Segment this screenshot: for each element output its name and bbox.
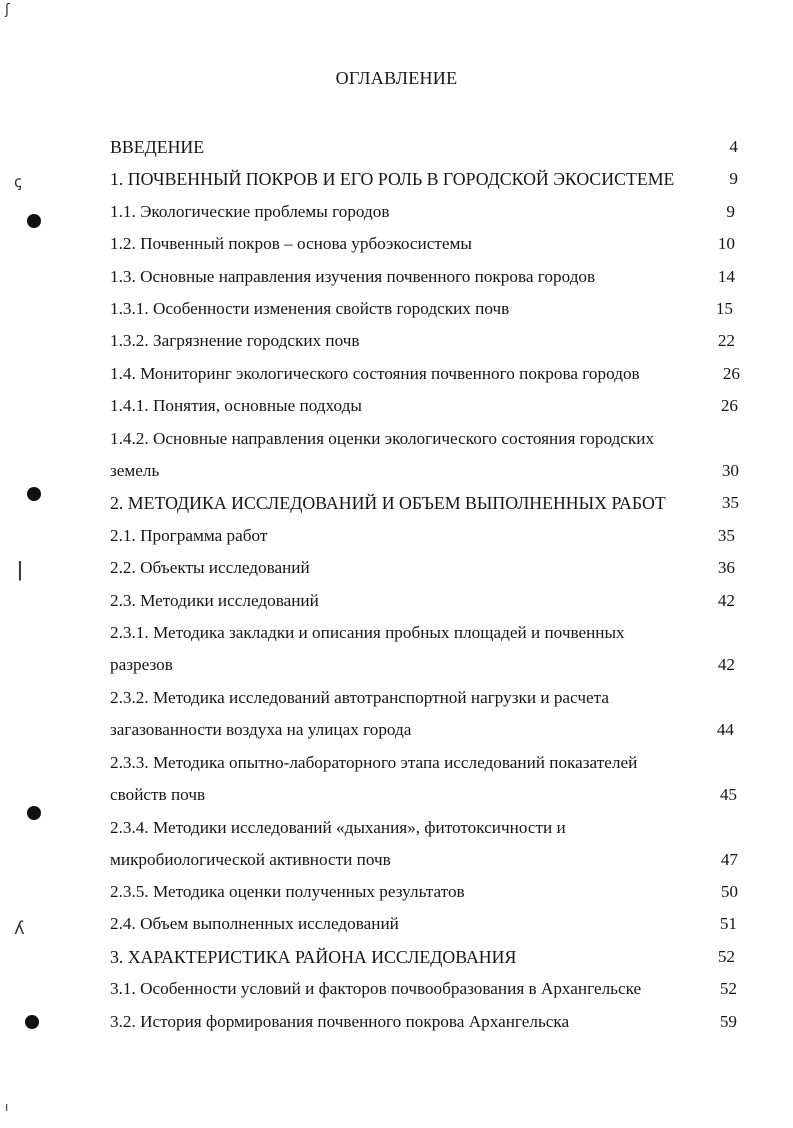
scan-speck-mark: ꞔ	[14, 172, 22, 191]
toc-page-1-1: 9	[726, 202, 735, 221]
toc-page-2-2: 36	[717, 558, 735, 577]
punch-hole-mark	[27, 806, 41, 820]
toc-entry-1-4-2: 1.4.2. Основные направления оценки экологического состояния городских	[110, 429, 655, 448]
toc-page-3-1: 52	[719, 979, 737, 998]
punch-hole-mark	[27, 214, 41, 228]
toc-page-2-4: 51	[719, 914, 737, 933]
toc-entry-intro: ВВЕДЕНИЕ	[110, 137, 205, 157]
punch-hole-mark	[25, 1015, 39, 1029]
toc-page-1-3-2: 22	[717, 331, 735, 350]
toc-entry-2-3-2-continued: загазованности воздуха на улицах города	[110, 720, 412, 739]
toc-entry-1-3-2: 1.3.2. Загрязнение городских почв	[110, 331, 360, 350]
scan-speck-mark: ʎ	[14, 918, 25, 939]
toc-entry-2-3-3: 2.3.3. Методика опытно-лабораторного этапа исследований показателей	[110, 753, 638, 772]
toc-page-2-3-2: 44	[716, 720, 734, 739]
toc-entry-2-1: 2.1. Программа работ	[110, 526, 268, 545]
toc-entry-1-3: 1.3. Основные направления изучения почвенного покрова городов	[110, 267, 596, 286]
toc-page-1-4-1: 26	[720, 396, 738, 415]
toc-entry-2-3-3-continued: свойств почв	[110, 785, 206, 804]
scan-speck-mark: ı	[5, 1100, 9, 1114]
scan-speck-mark: ǀ	[17, 557, 23, 581]
scan-speck-mark: ʃ	[5, 2, 10, 18]
toc-entry-2-4: 2.4. Объем выполненных исследований	[110, 914, 399, 933]
toc-page-intro: 4	[729, 137, 738, 156]
toc-page-1-4-2: 30	[721, 461, 739, 480]
toc-entry-2-2: 2.2. Объекты исследований	[110, 558, 310, 577]
toc-page-2-3-4: 47	[720, 850, 738, 869]
toc-entry-2-3-4-continued: микробиологической активности почв	[110, 850, 391, 869]
toc-page-2-3-3: 45	[719, 785, 737, 804]
toc-entry-chapter-1: 1. ПОЧВЕННЫЙ ПОКРОВ И ЕГО РОЛЬ В ГОРОДСКОЙ ЭКОСИСТЕМЕ	[110, 169, 675, 189]
toc-page-2-3: 42	[717, 591, 735, 610]
toc-page-3-2: 59	[719, 1012, 737, 1031]
toc-entry-2-3-1-continued: разрезов	[110, 655, 173, 674]
toc-page-1-3: 14	[717, 267, 735, 286]
page-title: ОГЛАВЛЕНИЕ	[335, 68, 458, 88]
toc-entry-1-3-1: 1.3.1. Особенности изменения свойств городских почв	[110, 299, 510, 318]
toc-page-chapter-1: 9	[729, 169, 738, 188]
toc-page-1-2: 10	[717, 234, 735, 253]
toc-entry-2-3: 2.3. Методики исследований	[110, 591, 319, 610]
toc-page-1-4: 26	[722, 364, 740, 383]
toc-page-2-3-5: 50	[720, 882, 738, 901]
toc-page-2-3-1: 42	[717, 655, 735, 674]
toc-entry-3-1: 3.1. Особенности условий и факторов почвообразования в Архангельске	[110, 979, 642, 998]
toc-entry-3-2: 3.2. История формирования почвенного покрова Архангельска	[110, 1012, 570, 1031]
toc-entry-1-4-1: 1.4.1. Понятия, основные подходы	[110, 396, 362, 415]
toc-entry-1-4: 1.4. Мониторинг экологического состояния почвенного покрова городов	[110, 364, 640, 383]
toc-entry-chapter-2: 2. МЕТОДИКА ИССЛЕДОВАНИЙ И ОБЪЕМ ВЫПОЛНЕННЫХ РАБОТ	[110, 493, 666, 513]
toc-entry-1-4-2-continued: земель	[110, 461, 160, 480]
toc-entry-1-1: 1.1. Экологические проблемы городов	[110, 202, 390, 221]
toc-entry-2-3-1: 2.3.1. Методика закладки и описания пробных площадей и почвенных	[110, 623, 625, 642]
toc-entry-1-2: 1.2. Почвенный покров – основа урбоэкосистемы	[110, 234, 472, 253]
toc-entry-2-3-4: 2.3.4. Методики исследований «дыхания», фитотоксичности и	[110, 818, 566, 837]
toc-page-2-1: 35	[717, 526, 735, 545]
toc-entry-chapter-3: 3. ХАРАКТЕРИСТИКА РАЙОНА ИССЛЕДОВАНИЯ	[110, 947, 517, 967]
toc-page-chapter-2: 35	[721, 493, 739, 512]
punch-hole-mark	[27, 487, 41, 501]
toc-entry-2-3-5: 2.3.5. Методика оценки полученных результатов	[110, 882, 465, 901]
toc-page-chapter-3: 52	[717, 947, 735, 966]
toc-page-1-3-1: 15	[715, 299, 733, 318]
toc-entry-2-3-2: 2.3.2. Методика исследований автотранспортной нагрузки и расчета	[110, 688, 609, 707]
